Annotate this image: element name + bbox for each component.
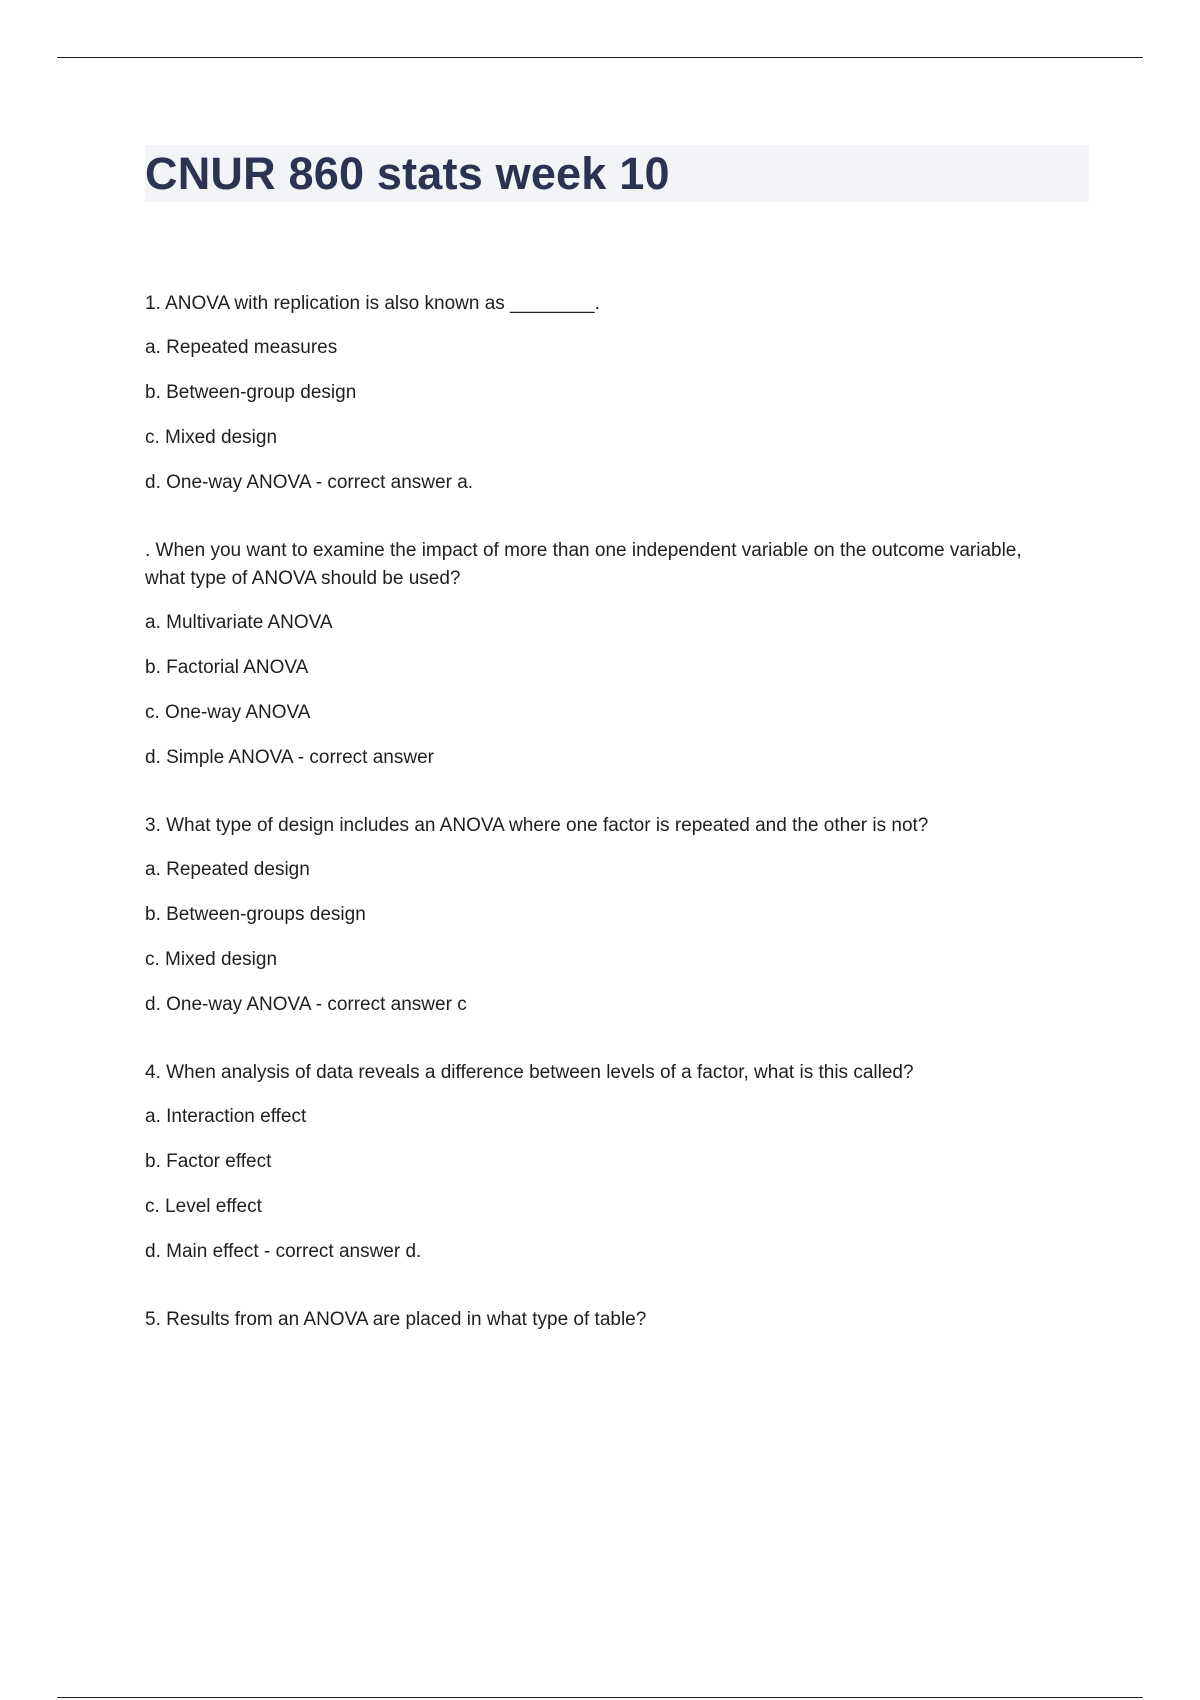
answer-option: a. Repeated measures (145, 337, 338, 358)
bottom-rule (57, 1697, 1143, 1698)
top-rule (57, 57, 1143, 58)
answer-option: a. Repeated design (145, 859, 310, 880)
answer-option: d. One-way ANOVA - correct answer c (145, 994, 467, 1015)
answer-option: c. Level effect (145, 1196, 262, 1217)
answer-option: b. Between-groups design (145, 904, 366, 925)
answer-option: c. Mixed design (145, 427, 278, 448)
answer-option: b. Between-group design (145, 382, 357, 403)
answer-option: d. One-way ANOVA - correct answer a. (145, 472, 474, 493)
question-prompt: 5. Results from an ANOVA are placed in what type of table? (145, 1309, 647, 1330)
answer-option: d. Main effect - correct answer d. (145, 1241, 422, 1262)
answer-option: a. Interaction effect (145, 1106, 307, 1127)
question-list (145, 290, 1045, 1374)
answer-option: c. Mixed design (145, 949, 278, 970)
question-3 (145, 812, 1045, 1019)
answer-option: d. Simple ANOVA - correct answer (145, 747, 434, 768)
question-prompt: 1. ANOVA with replication is also known as ________. (145, 293, 600, 314)
question-1 (145, 290, 1045, 497)
answer-option: c. One-way ANOVA (145, 702, 311, 723)
question-prompt: 3. What type of design includes an ANOVA where one factor is repeated and the other is not? (145, 815, 929, 836)
answer-option: b. Factor effect (145, 1151, 272, 1172)
answer-option: b. Factorial ANOVA (145, 657, 309, 678)
question-prompt: . When you want to examine the impact of more than one independent variable on the outcome variable, what type of ANOVA should be used? (145, 540, 1022, 589)
answer-option: a. Multivariate ANOVA (145, 612, 333, 633)
question-5 (145, 1306, 1045, 1334)
document-title: CNUR 860 stats week 10 (145, 148, 670, 199)
question-4 (145, 1059, 1045, 1266)
question-2 (145, 537, 1045, 772)
question-prompt: 4. When analysis of data reveals a difference between levels of a factor, what is this called? (145, 1062, 914, 1083)
